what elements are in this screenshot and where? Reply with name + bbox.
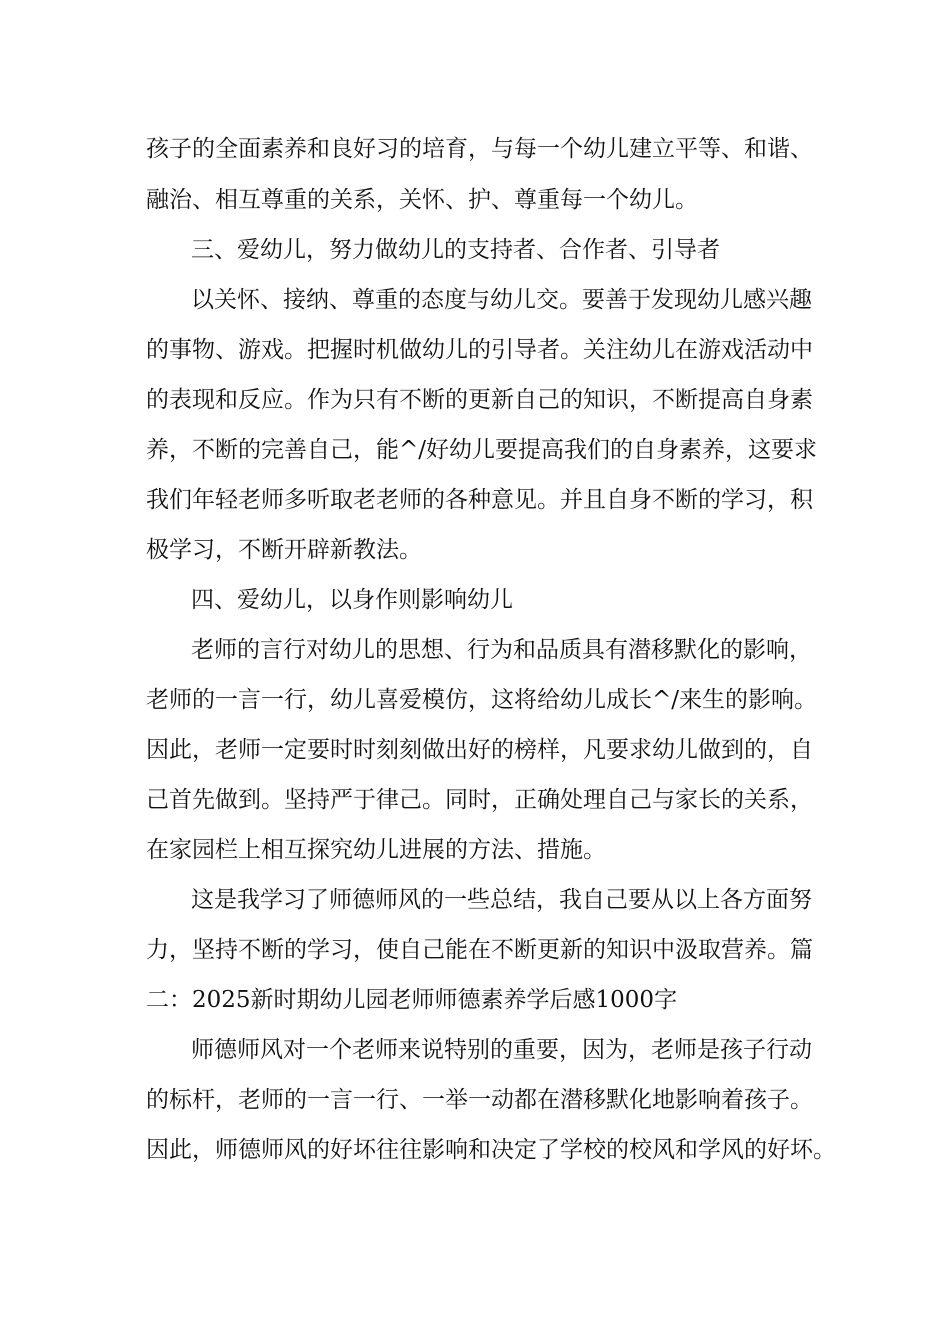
text-line: 老师的言行对幼儿的思想、行为和品质具有潜移默化的影响， xyxy=(191,637,812,663)
text-line: 老师的一言一行，幼儿喜爱模仿，这将给幼儿成长^/来生的影响。 xyxy=(146,687,818,713)
section-heading: 四、爱幼儿，以身作则影响幼儿 xyxy=(191,587,513,613)
text-line: 己首先做到。坚持严于律己。同时，正确处理自己与家长的关系， xyxy=(146,787,813,813)
text-line: 师德师风对一个老师来说特别的重要，因为，老师是孩子行动 xyxy=(191,1037,812,1063)
text-line: 孩子的全面素养和良好习的培育，与每一个幼儿建立平等、和谐、 xyxy=(146,136,813,162)
text-line: 以关怀、接纳、尊重的态度与幼儿交。要善于发现幼儿感兴趣 xyxy=(191,287,812,313)
text-line: 融治、相互尊重的关系，关怀、护、尊重每一个幼儿。 xyxy=(146,187,698,213)
text-line: 因此，老师一定要时时刻刻做出好的榜样，凡要求幼儿做到的，自 xyxy=(146,737,813,763)
text-line: 的事物、游戏。把握时机做幼儿的引导者。关注幼儿在游戏活动中 xyxy=(146,337,813,363)
text-line: 二：2025新时期幼儿园老师师德素养学后感1000字 xyxy=(146,987,678,1013)
text-line: 因此，师德师风的好坏往往影响和决定了学校的校风和学风的好坏。 xyxy=(146,1137,836,1163)
text-line: 我们年轻老师多听取老老师的各种意见。并且自身不断的学习，积 xyxy=(146,487,813,513)
text-line: 这是我学习了师德师风的一些总结，我自己要从以上各方面努 xyxy=(191,887,812,913)
section-heading: 三、爱幼儿，努力做幼儿的支持者、合作者、引导者 xyxy=(191,237,720,263)
text-line: 的标杆，老师的一言一行、一举一动都在潜移默化地影响着孩子。 xyxy=(146,1087,813,1113)
text-line: 的表现和反应。作为只有不断的更新自己的知识，不断提高自身素 xyxy=(146,387,813,413)
text-line: 养，不断的完善自己，能^/好幼儿要提高我们的自身素养，这要求 xyxy=(146,437,818,463)
text-line: 力，坚持不断的学习，使自己能在不断更新的知识中汲取营养。篇 xyxy=(146,937,813,963)
text-line: 在家园栏上相互探究幼儿进展的方法、措施。 xyxy=(146,837,606,863)
text-line: 极学习，不断开辟新教法。 xyxy=(146,537,422,563)
